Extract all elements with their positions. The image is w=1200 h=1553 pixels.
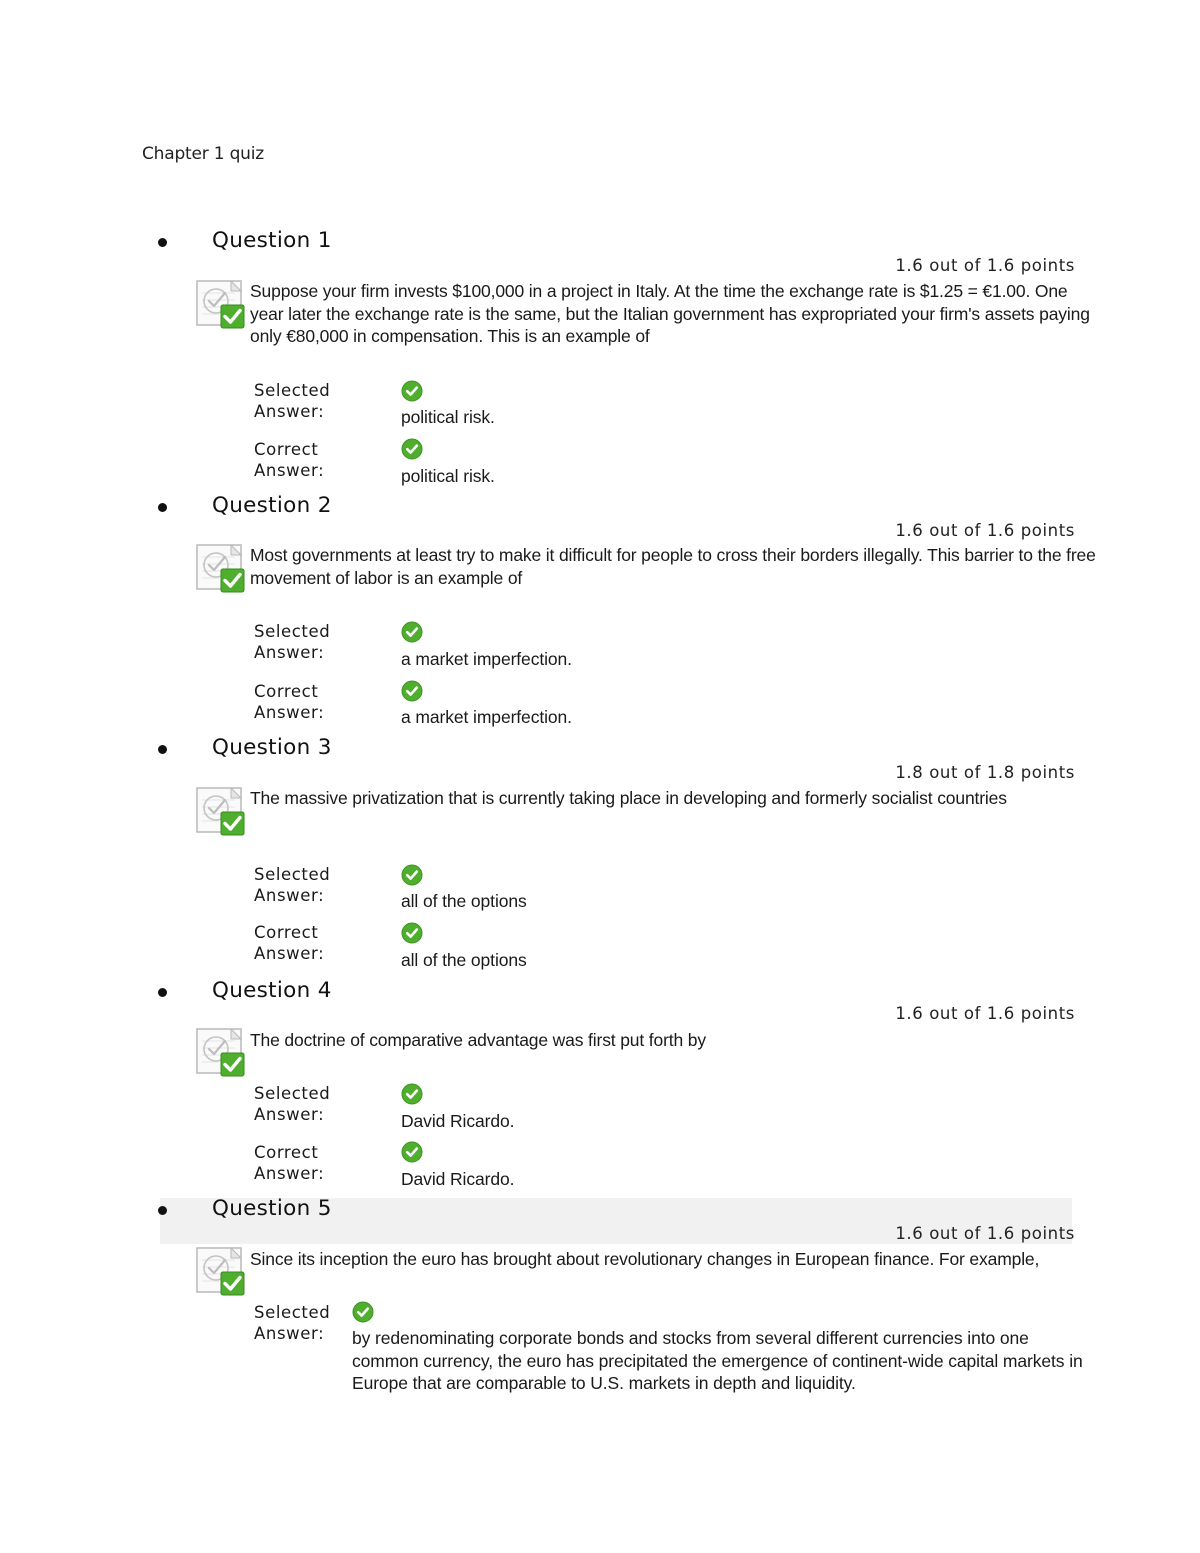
- correct-answer-text: a market imperfection.: [401, 707, 572, 727]
- question-title: Question 5: [212, 1196, 332, 1221]
- bullet-icon: [158, 745, 167, 754]
- selected-answer-text: all of the options: [401, 891, 527, 911]
- selected-answer-label: Selected Answer:: [254, 622, 331, 662]
- question-title: Question 2: [212, 493, 332, 518]
- correct-answer-label: Correct Answer:: [254, 923, 325, 963]
- bullet-icon: [158, 1206, 167, 1215]
- question-title: Question 1: [212, 228, 332, 253]
- question-text: Since its inception the euro has brought about revolutionary changes in European finance. For example,: [250, 1249, 1040, 1269]
- question-points: 1.6 out of 1.6 points: [895, 256, 1075, 275]
- correct-answer-label: Correct Answer:: [254, 682, 325, 722]
- question-title: Question 4: [212, 978, 332, 1003]
- question-text: The doctrine of comparative advantage was first put forth by: [250, 1030, 706, 1050]
- question-title: Question 3: [212, 735, 332, 760]
- question-points: 1.8 out of 1.8 points: [895, 763, 1075, 782]
- question-correct-icon: [195, 543, 247, 595]
- question-points: 1.6 out of 1.6 points: [895, 521, 1075, 540]
- bullet-icon: [158, 503, 167, 512]
- correct-answer-label: Correct Answer:: [254, 1143, 325, 1183]
- correct-answer-text: political risk.: [401, 466, 495, 486]
- correct-check-icon: [352, 1301, 374, 1323]
- question-correct-icon: [195, 1027, 247, 1079]
- correct-check-icon: [401, 864, 423, 886]
- correct-check-icon: [401, 1141, 423, 1163]
- question-text: Most governments at least try to make it difficult for people to cross their borders illegally. This barrier to the free movement of labor is an example of: [250, 545, 1096, 588]
- selected-answer-text: political risk.: [401, 407, 495, 427]
- correct-answer-text: David Ricardo.: [401, 1169, 515, 1189]
- correct-check-icon: [401, 621, 423, 643]
- question-points: 1.6 out of 1.6 points: [895, 1004, 1075, 1023]
- selected-answer-label: Selected Answer:: [254, 1303, 331, 1343]
- selected-answer-label: Selected Answer:: [254, 865, 331, 905]
- selected-answer-label: Selected Answer:: [254, 381, 331, 421]
- question-correct-icon: [195, 786, 247, 838]
- selected-answer-text: David Ricardo.: [401, 1111, 515, 1131]
- selected-answer-label: Selected Answer:: [254, 1084, 331, 1124]
- correct-answer-label: Correct Answer:: [254, 440, 325, 480]
- bullet-icon: [158, 988, 167, 997]
- selected-answer-text: a market imperfection.: [401, 649, 572, 669]
- correct-check-icon: [401, 1083, 423, 1105]
- correct-check-icon: [401, 380, 423, 402]
- document-title: Chapter 1 quiz: [142, 144, 265, 164]
- correct-check-icon: [401, 922, 423, 944]
- correct-check-icon: [401, 438, 423, 460]
- correct-check-icon: [401, 680, 423, 702]
- question-correct-icon: [195, 1246, 247, 1298]
- correct-answer-text: all of the options: [401, 950, 527, 970]
- question-text: The massive privatization that is currently taking place in developing and formerly socialist countries: [250, 788, 1007, 808]
- bullet-icon: [158, 238, 167, 247]
- question-correct-icon: [195, 279, 247, 331]
- question-points: 1.6 out of 1.6 points: [895, 1224, 1075, 1243]
- question-text: Suppose your firm invests $100,000 in a project in Italy. At the time the exchange rate is $1.25 = €1.00. One year later the exchange rate is the same, but the Italian government has expropriated your firm's assets paying only €80,000 in compensation. This is an example of: [250, 281, 1090, 346]
- selected-answer-text: by redenominating corporate bonds and stocks from several different currencies into one common currency, the euro has precipitated the emergence of continent-wide capital markets in Europe that are comparable to U.S. markets in depth and liquidity.: [352, 1328, 1083, 1393]
